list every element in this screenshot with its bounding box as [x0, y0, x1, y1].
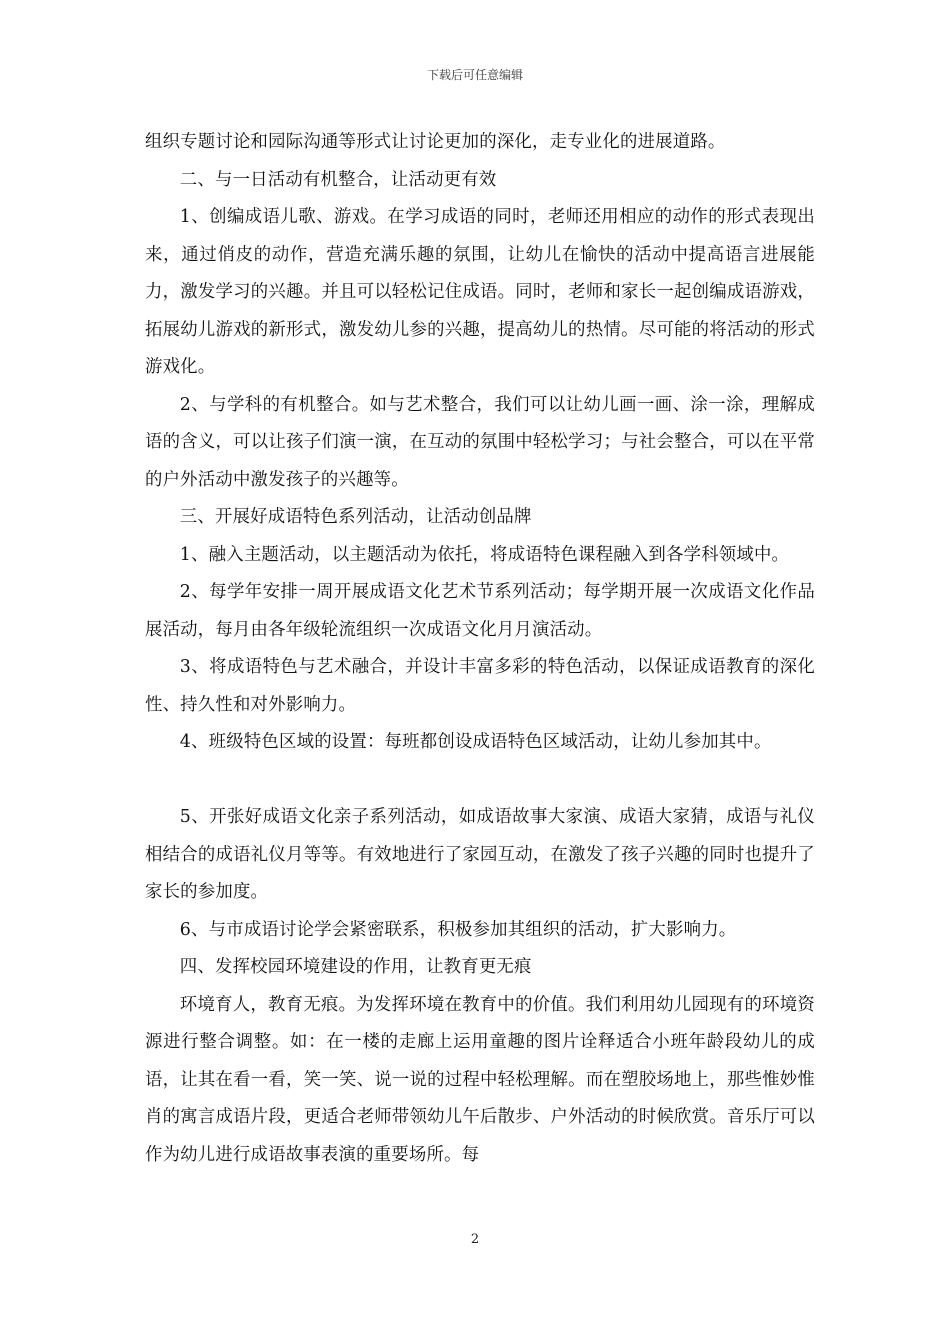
- paragraph-item-2-1: 1、创编成语儿歌、游戏。在学习成语的同时，老师还用相应的动作的形式表现出来，通过俏皮的动作，营造充满乐趣的氛围，让幼儿在愉快的活动中提高语言进展能力，激发学习的兴趣。并且可以轻松记住成语。同时，老师和家长一起创编成语游戏，拓展幼儿游戏的新形式，激发幼儿参的兴趣，提高幼儿的热情。尽可能的将活动的形式游戏化。: [145, 207, 815, 377]
- section-heading-3: 三、开展好成语特色系列活动，让活动创品牌: [179, 507, 532, 527]
- blank-line: [145, 762, 815, 800]
- paragraph-item-2-2: 2、与学科的有机整合。如与艺术整合，我们可以让幼儿画一画、涂一涂，理解成语的含义，可以让孩子们演一演，在互动的氛围中轻松学习；与社会整合，可以在平常的户外活动中激发孩子的兴趣等。: [145, 394, 815, 490]
- paragraph-item-3-4: 4、班级特色区域的设置：每班都创设成语特色区域活动，让幼儿参加其中。: [179, 732, 772, 752]
- paragraph-item-3-3: 3、将成语特色与艺术融合，并设计丰富多彩的特色活动，以保证成语教育的深化性、持久性和对外影响力。: [145, 657, 815, 715]
- document-body: [145, 124, 815, 1174]
- paragraph-item-3-5: 5、开张好成语文化亲子系列活动，如成语故事大家演、成语大家猜，成语与礼仪相结合的成语礼仪月等等。有效地进行了家园互动，在激发了孩子兴趣的同时也提升了家长的参加度。: [145, 807, 815, 902]
- paragraph-item-3-2: 2、每学年安排一周开展成语文化艺术节系列活动；每学期开展一次成语文化作品展活动，每月由各年级轮流组织一次成语文化月月演活动。: [145, 582, 815, 640]
- page-number: 2: [470, 1232, 480, 1247]
- paragraph-environment: 环境育人，教育无痕。为发挥环境在教育中的价值。我们利用幼儿园现有的环境资源进行整合调整。如：在一楼的走廊上运用童趣的图片诠释适合小班年龄段幼儿的成语，让其在看一看，笑一笑、说一说的过程中轻松理解。而在塑胶场地上，那些惟妙惟肖的寓言成语片段，更适合老师带领幼儿午后散步、户外活动的时候欣赏。音乐厅可以作为幼儿进行成语故事表演的重要场所。每: [145, 994, 815, 1165]
- section-heading-2: 二、与一日活动有机整合，让活动更有效: [179, 169, 497, 190]
- paragraph-item-3-6: 6、与市成语讨论学会紧密联系，积极参加其组织的活动，扩大影响力。: [179, 919, 737, 940]
- section-heading-4: 四、发挥校园环境建设的作用，让教育更无痕: [179, 957, 532, 977]
- page-header: 下载后可任意编辑: [426, 68, 523, 82]
- paragraph-continuation: 组织专题讨论和园际沟通等形式让讨论更加的深化，走专业化的进展道路。: [145, 132, 726, 152]
- paragraph-item-3-1: 1、融入主题活动，以主题活动为依托，将成语特色课程融入到各学科领域中。: [179, 544, 790, 565]
